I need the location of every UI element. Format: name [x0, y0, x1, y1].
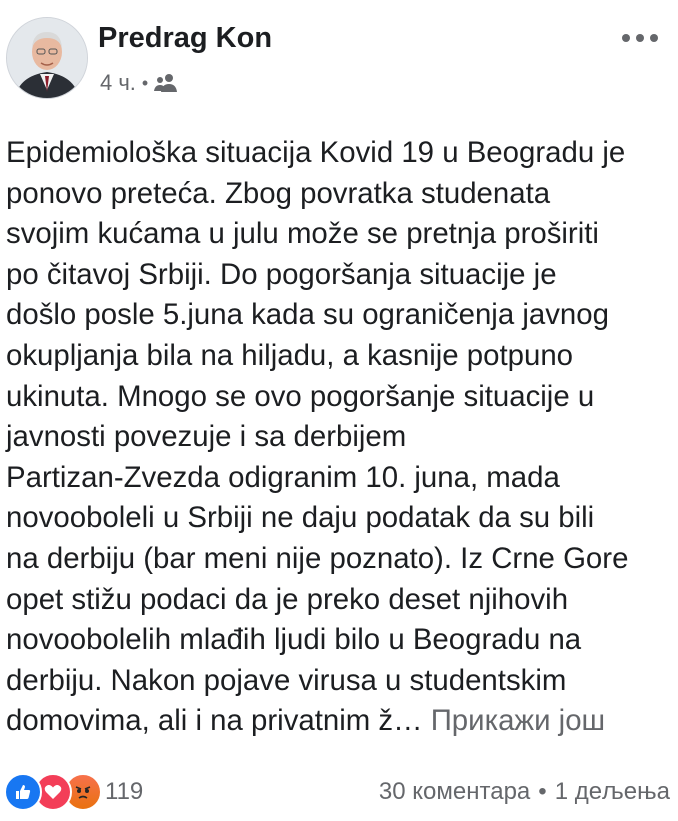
meta-separator: •: [141, 72, 149, 93]
post-line: ukinuta. Mnogo se ovo pogoršanje situacije u: [6, 379, 595, 413]
dot: [636, 34, 644, 42]
post-last-line: [6, 701, 672, 742]
avatar[interactable]: [6, 17, 88, 99]
reactions-summary[interactable]: [4, 772, 94, 812]
post-line: javnosti povezuje i sa derbijem: [6, 420, 407, 454]
stats-separator: •: [538, 778, 547, 805]
post-footer: [0, 770, 678, 815]
post-line: po čitavoj Srbiji. Do pogoršanja situacije je: [6, 257, 557, 291]
post-line: Partizan-Zvezda odigranim 10. juna, mada: [6, 460, 560, 494]
dot: [622, 34, 630, 42]
friends-icon[interactable]: [154, 73, 178, 93]
shares-count[interactable]: 1 дељења: [554, 778, 670, 805]
post-line: ponovo preteća. Zbog povratka studenata: [6, 176, 551, 210]
post-header: [0, 0, 678, 110]
like-icon: [4, 773, 42, 811]
post-meta: [100, 70, 178, 96]
post-text: [6, 133, 672, 742]
post-time[interactable]: 4 ч.: [100, 70, 136, 95]
post-line: novoobolelі u Srbiji ne daju podatak da su bili: [6, 501, 595, 535]
post-line: došlo posle 5.juna kada su ograničenja javnog: [6, 298, 609, 332]
post-line: svojim kućama u julu može se pretnja proširiti: [6, 217, 599, 251]
truncated-text: domovima, ali i na privatnim ž…: [6, 704, 423, 738]
engagement-stats: [379, 778, 670, 806]
post-line: na derbiju (bar meni nije poznato). Iz Crne Gore: [6, 541, 629, 575]
post-line: Epidemiološka situacija Kovid 19 u Beogradu je: [6, 136, 626, 169]
avatar-image: [7, 18, 87, 98]
post-line: okupljanja bila na hiljadu, a kasnije potpuno: [6, 338, 574, 372]
more-options-icon[interactable]: [622, 26, 666, 50]
dot: [650, 34, 658, 42]
reaction-count[interactable]: 119: [105, 778, 144, 805]
author-name[interactable]: Predrag Kon: [98, 22, 273, 54]
see-more-link[interactable]: Прикажи још: [430, 704, 606, 738]
post-line: opet stižu podaci da je preko deset njihovih: [6, 582, 569, 616]
post-line: novoobolelih mlađih ljudi bilo u Beogradu na: [6, 623, 582, 657]
post-line: derbiju. Nakon pojave virusa u studentskim: [6, 663, 567, 697]
comments-count[interactable]: 30 коментара: [378, 778, 531, 805]
